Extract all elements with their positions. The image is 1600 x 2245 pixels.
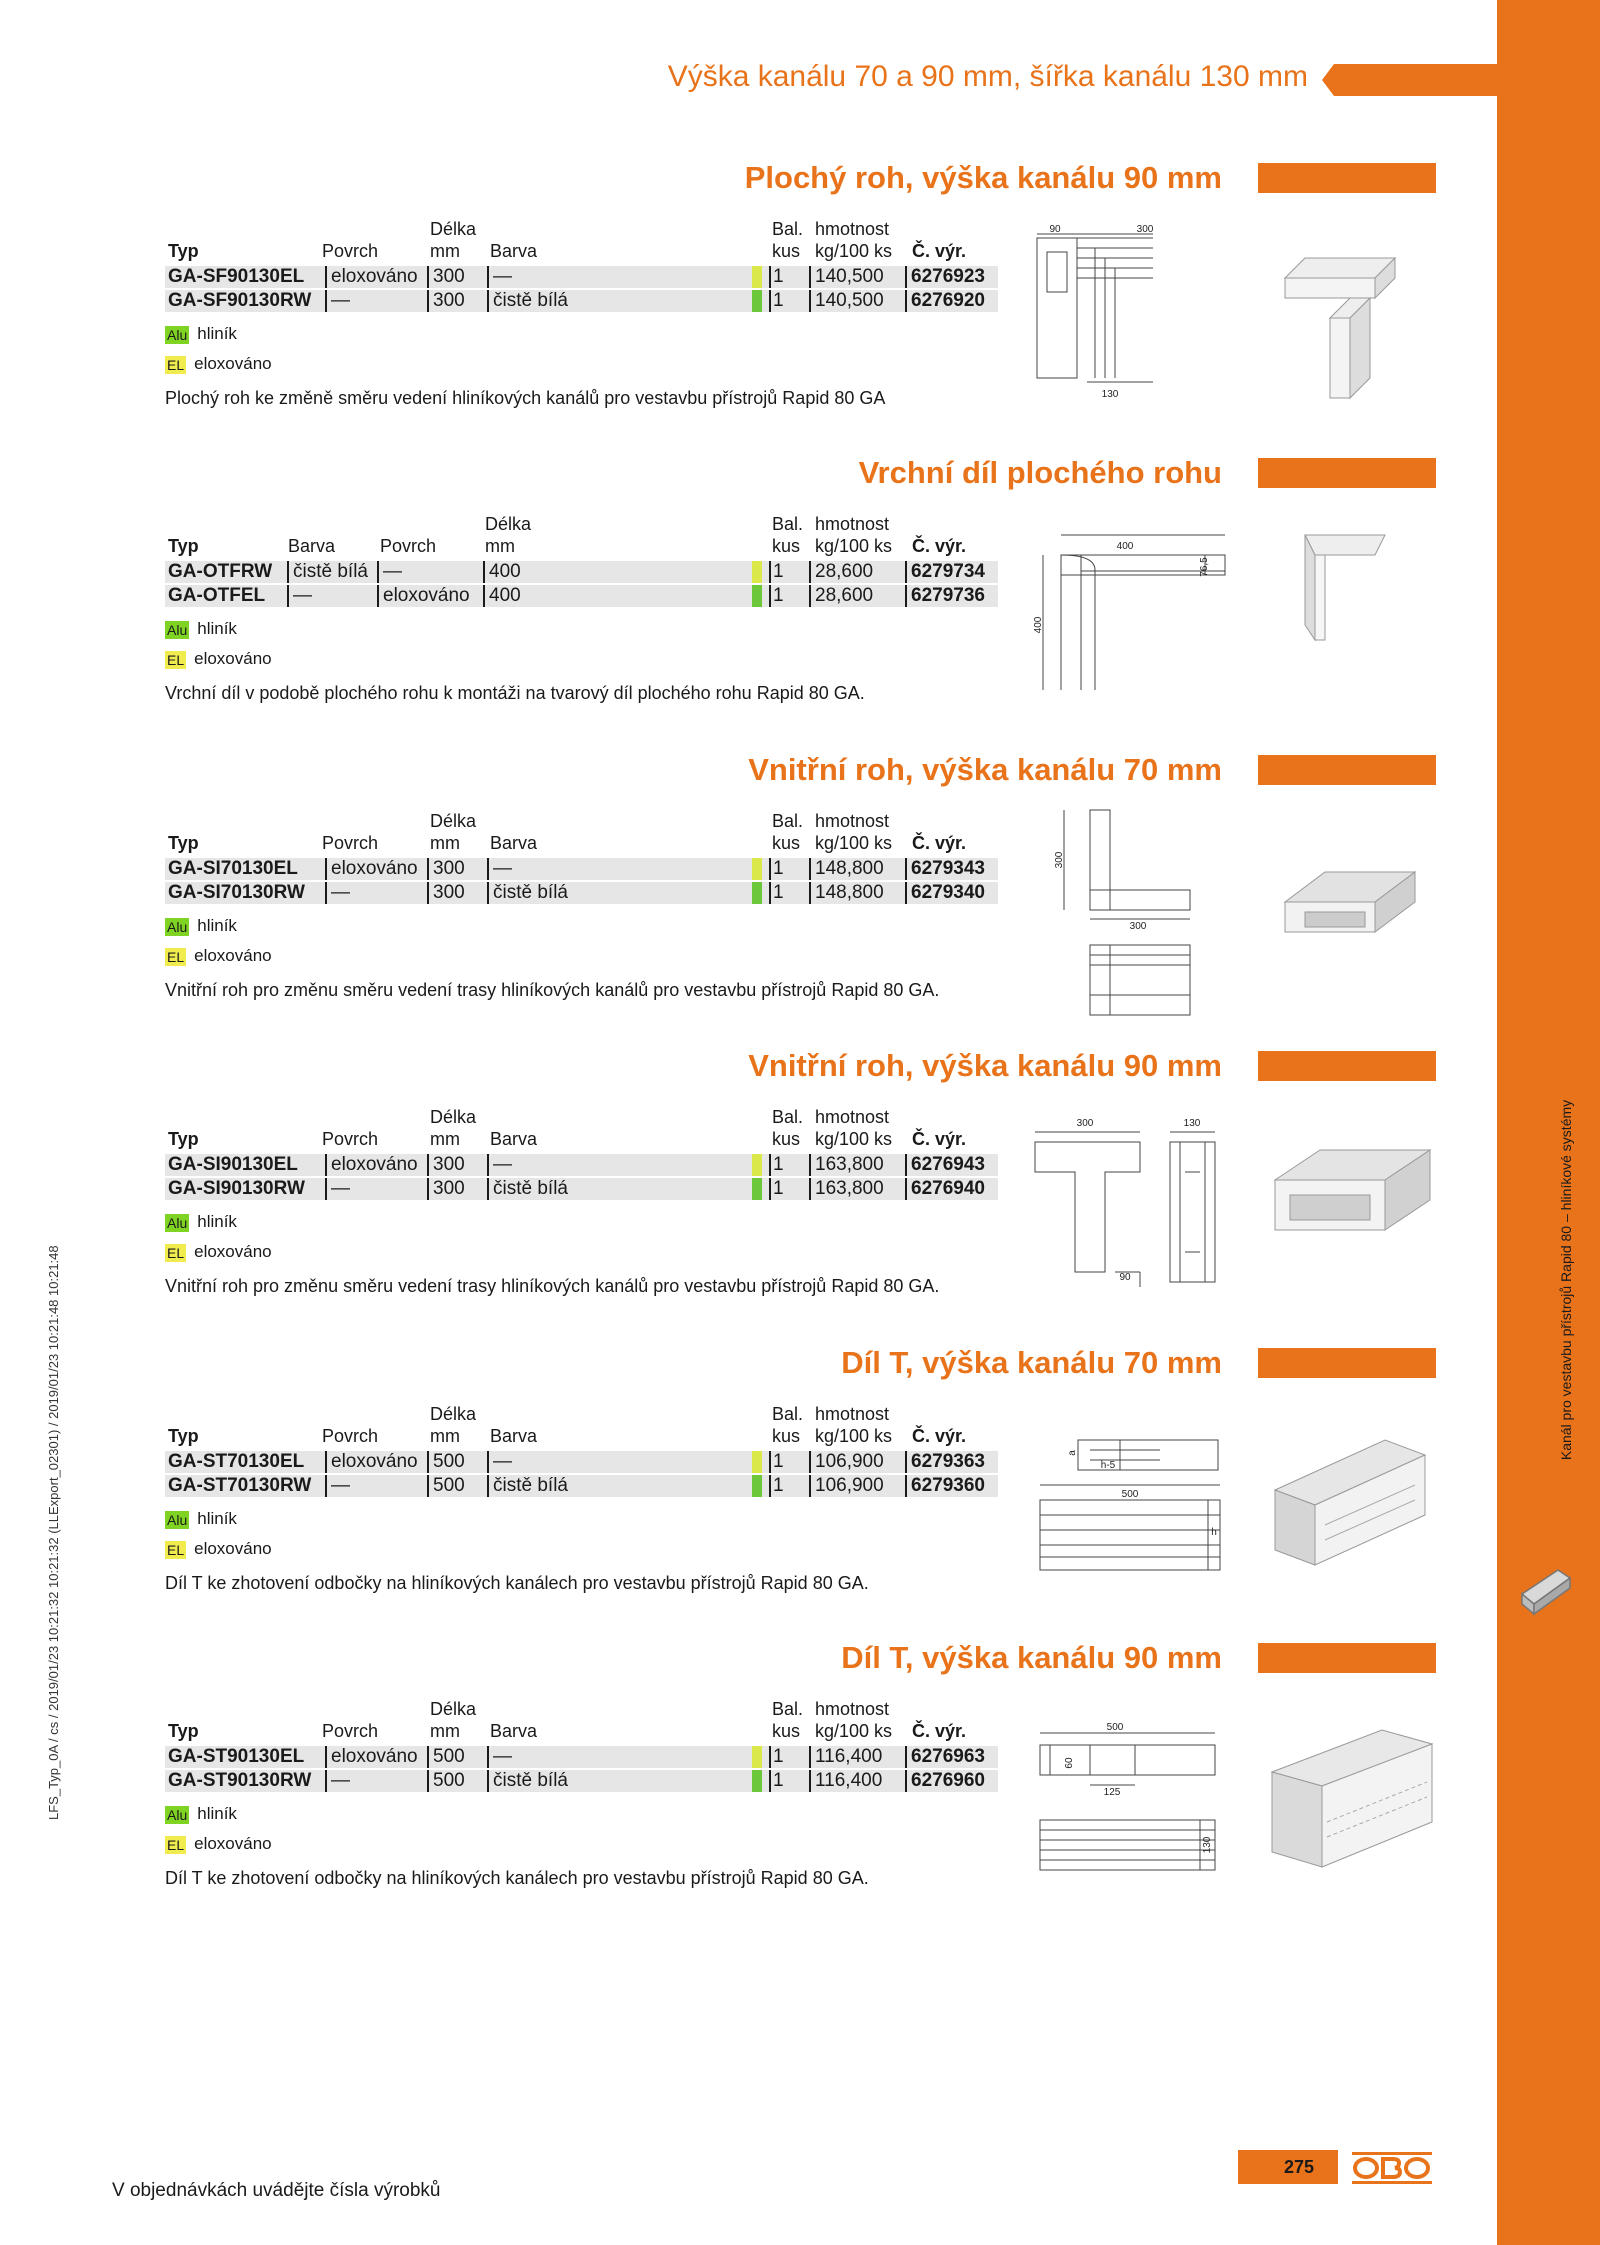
- header-pack-top: Bal.: [772, 514, 804, 534]
- header-pack-top: Bal.: [772, 219, 804, 239]
- legend-el: [165, 1539, 272, 1559]
- header-col3: Barva: [490, 241, 538, 261]
- dimension-label: 125: [1103, 1787, 1121, 1798]
- cell-typ: GA-SF90130RW: [168, 290, 312, 311]
- dimension-label: 90: [1049, 224, 1061, 235]
- cell-weight: 28,600: [809, 585, 873, 607]
- section-title: Vnitřní roh, výška kanálu 90 mm: [748, 1048, 1222, 1083]
- cell-article-no: 6279736: [905, 585, 985, 607]
- header-weight-top: hmotnost: [815, 1404, 890, 1424]
- cell-c2: 300: [427, 882, 465, 904]
- header-weight-top: hmotnost: [815, 811, 890, 831]
- header-col3: Barva: [490, 1129, 538, 1149]
- header-article-no: Č. výr.: [912, 1721, 967, 1741]
- header-type: Typ: [168, 833, 199, 853]
- cell-c1: eloxováno: [325, 266, 418, 288]
- alu-badge: Alu: [167, 1806, 188, 1823]
- header-pack: kus: [772, 241, 801, 261]
- header-type: Typ: [168, 1129, 199, 1149]
- dimension-label: 300: [1076, 1118, 1094, 1129]
- cell-c3: —: [487, 1451, 512, 1473]
- cell-weight: 148,800: [809, 858, 884, 880]
- cell-c3: —: [487, 858, 512, 880]
- header-col2: mm: [430, 833, 460, 853]
- cell-article-no: 6276940: [905, 1178, 985, 1200]
- section-title: Díl T, výška kanálu 90 mm: [841, 1640, 1222, 1675]
- cell-c2: 500: [427, 1770, 465, 1792]
- header-length-top: Délka: [485, 514, 532, 534]
- cell-c2: 300: [427, 290, 465, 312]
- dimension-label: 300: [1129, 921, 1147, 932]
- cell-c2: 300: [427, 1178, 465, 1200]
- section-title: Vnitřní roh, výška kanálu 70 mm: [748, 752, 1222, 787]
- cell-c1: —: [325, 1178, 350, 1200]
- section-title: Vrchní díl plochého rohu: [858, 455, 1222, 490]
- table-row: [165, 858, 998, 880]
- cell-typ: GA-ST90130EL: [168, 1746, 305, 1767]
- legend-alu: [165, 916, 237, 936]
- cell-c1: eloxováno: [325, 1746, 418, 1768]
- header-weight-top: hmotnost: [815, 514, 890, 534]
- header-type: Typ: [168, 536, 199, 556]
- el-badge: EL: [167, 1541, 185, 1558]
- cell-pack: 1: [769, 1475, 784, 1497]
- header-col3: mm: [485, 536, 515, 556]
- alu-badge: Alu: [167, 1511, 188, 1528]
- cell-pack: 1: [769, 561, 784, 583]
- header-type: Typ: [168, 1721, 199, 1741]
- title-arrow: [1322, 64, 1334, 96]
- cell-c3: čistě bílá: [487, 1178, 568, 1200]
- alu-badge: Alu: [167, 326, 188, 343]
- section-description: Díl T ke zhotovení odbočky na hliníkových kanálech pro vestavbu přístrojů Rapid 80 GA.: [165, 1868, 869, 1888]
- header-article-no: Č. výr.: [912, 536, 967, 556]
- material-marker: [752, 585, 762, 607]
- el-text: eloxováno: [194, 1539, 272, 1558]
- header-article-no: Č. výr.: [912, 833, 967, 853]
- cell-c2: 300: [427, 266, 465, 288]
- material-marker: [752, 858, 762, 880]
- side-chapter-text: Kanál pro vestavbu přístrojů Rapid 80 – hliníkové systémy: [1558, 1099, 1574, 1461]
- header-article-no: Č. výr.: [912, 1426, 967, 1446]
- material-marker: [752, 1154, 762, 1176]
- legend-alu: [165, 619, 237, 639]
- el-text: eloxováno: [194, 946, 272, 965]
- legend-el: [165, 1834, 272, 1854]
- legend-alu: [165, 1509, 237, 1529]
- cell-pack: 1: [769, 858, 784, 880]
- cell-weight: 140,500: [809, 266, 884, 288]
- section-title-bar: [1258, 1051, 1436, 1081]
- obo-logo: [1352, 2150, 1432, 2186]
- alu-badge: Alu: [167, 1214, 188, 1231]
- legend-el: [165, 649, 272, 669]
- cell-typ: GA-SI70130RW: [168, 882, 305, 903]
- el-text: eloxováno: [194, 649, 272, 668]
- dimension-label: 130: [1101, 389, 1119, 400]
- cell-weight: 163,800: [809, 1178, 884, 1200]
- el-badge: EL: [167, 948, 185, 965]
- cell-pack: 1: [769, 1451, 784, 1473]
- cell-c3: čistě bílá: [487, 882, 568, 904]
- cell-article-no: 6279734: [905, 561, 985, 583]
- cell-typ: GA-OTFEL: [168, 585, 266, 606]
- header-pack: kus: [772, 1721, 801, 1741]
- header-weight: kg/100 ks: [815, 1721, 893, 1741]
- el-text: eloxováno: [194, 354, 272, 373]
- cell-weight: 140,500: [809, 290, 884, 312]
- header-col1: Barva: [288, 536, 336, 556]
- inner-corner-90-drawing: [1030, 1112, 1225, 1297]
- flat-corner-top-drawing: [1035, 525, 1235, 700]
- material-marker: [752, 561, 762, 583]
- dimension-label: 500: [1106, 1722, 1124, 1733]
- cell-article-no: 6279340: [905, 882, 985, 904]
- cell-c3: —: [487, 1154, 512, 1176]
- cell-c3: —: [487, 1746, 512, 1768]
- cell-c1: eloxováno: [325, 858, 418, 880]
- cell-typ: GA-ST70130EL: [168, 1451, 305, 1472]
- material-marker: [752, 1770, 762, 1792]
- table-row: [165, 290, 998, 312]
- dimension-label: h: [1211, 1527, 1217, 1538]
- header-weight: kg/100 ks: [815, 241, 893, 261]
- alu-text: hliník: [197, 916, 237, 935]
- table-row: [165, 1770, 998, 1792]
- cell-pack: 1: [769, 882, 784, 904]
- header-length-top: Délka: [430, 219, 477, 239]
- tee-70-drawing: [1030, 1425, 1220, 1580]
- header-pack: kus: [772, 833, 801, 853]
- cell-pack: 1: [769, 266, 784, 288]
- alu-text: hliník: [197, 1212, 237, 1231]
- section-description: Díl T ke zhotovení odbočky na hliníkových kanálech pro vestavbu přístrojů Rapid 80 GA.: [165, 1573, 869, 1593]
- header-col1: Povrch: [322, 833, 379, 853]
- material-marker: [752, 266, 762, 288]
- material-marker: [752, 882, 762, 904]
- dimension-label: h-5: [1100, 1460, 1116, 1471]
- tee-90-drawing: [1030, 1722, 1220, 1880]
- cell-typ: GA-ST90130RW: [168, 1770, 312, 1791]
- section-title-bar: [1258, 1348, 1436, 1378]
- section-description: Vnitřní roh pro změnu směru vedení trasy hliníkových kanálů pro vestavbu přístrojů Rapid 80 GA.: [165, 1276, 940, 1296]
- dimension-label: 130: [1202, 1836, 1213, 1854]
- cell-pack: 1: [769, 1154, 784, 1176]
- cell-c1: —: [325, 882, 350, 904]
- cell-pack: 1: [769, 1770, 784, 1792]
- header-col1: Povrch: [322, 1721, 379, 1741]
- section-title-bar: [1258, 163, 1436, 193]
- header-weight-top: hmotnost: [815, 1699, 890, 1719]
- inner-corner-70-photo: [1275, 862, 1425, 945]
- cell-article-no: 6276963: [905, 1746, 985, 1768]
- cell-article-no: 6276923: [905, 266, 985, 288]
- tee-70-photo: [1265, 1430, 1435, 1580]
- section-description: Vnitřní roh pro změnu směru vedení trasy hliníkových kanálů pro vestavbu přístrojů Rapid 80 GA.: [165, 980, 940, 1000]
- header-col2: mm: [430, 241, 460, 261]
- dimension-label: 76,5: [1199, 557, 1210, 577]
- alu-text: hliník: [197, 1804, 237, 1823]
- side-tab: [1497, 0, 1600, 2245]
- cell-article-no: 6276920: [905, 290, 985, 312]
- inner-corner-70-drawing: [1050, 805, 1200, 1025]
- title-bar: [1334, 64, 1497, 96]
- cell-typ: GA-SI90130EL: [168, 1154, 298, 1175]
- section-title: Plochý roh, výška kanálu 90 mm: [744, 160, 1222, 195]
- dimension-label: 400: [1033, 616, 1044, 634]
- cell-article-no: 6276943: [905, 1154, 985, 1176]
- header-article-no: Č. výr.: [912, 1129, 967, 1149]
- dimension-label: 90: [1119, 1272, 1131, 1283]
- header-pack: kus: [772, 1129, 801, 1149]
- cell-article-no: 6279343: [905, 858, 985, 880]
- cell-typ: GA-ST70130RW: [168, 1475, 312, 1496]
- header-weight: kg/100 ks: [815, 1426, 893, 1446]
- flat-corner-drawing: [1035, 222, 1155, 407]
- header-pack: kus: [772, 536, 801, 556]
- cell-c3: čistě bílá: [487, 1770, 568, 1792]
- table-row: [165, 1746, 998, 1768]
- header-length-top: Délka: [430, 1699, 477, 1719]
- table-row: [165, 882, 998, 904]
- el-badge: EL: [167, 356, 185, 373]
- channel-profile-icon: [1518, 1560, 1574, 1620]
- dimension-label: 300: [1054, 851, 1065, 869]
- cell-typ: GA-SF90130EL: [168, 266, 305, 287]
- table-row: [165, 266, 998, 288]
- header-pack: kus: [772, 1426, 801, 1446]
- cell-article-no: 6279360: [905, 1475, 985, 1497]
- cell-weight: 116,400: [809, 1746, 882, 1768]
- el-badge: EL: [167, 1244, 185, 1261]
- cell-pack: 1: [769, 290, 784, 312]
- tee-90-photo: [1262, 1722, 1437, 1877]
- material-marker: [752, 290, 762, 312]
- cell-c1: —: [325, 1475, 350, 1497]
- section-description: Plochý roh ke změně směru vedení hliníkových kanálů pro vestavbu přístrojů Rapid 80 GA: [165, 388, 886, 408]
- section-title-bar: [1258, 755, 1436, 785]
- header-length-top: Délka: [430, 811, 477, 831]
- cell-c1: —: [325, 1770, 350, 1792]
- table-row: [165, 1475, 998, 1497]
- header-type: Typ: [168, 1426, 199, 1446]
- flat-corner-photo: [1275, 248, 1405, 408]
- alu-text: hliník: [197, 619, 237, 638]
- dimension-label: 300: [1136, 224, 1154, 235]
- material-marker: [752, 1178, 762, 1200]
- cell-weight: 116,400: [809, 1770, 882, 1792]
- cell-typ: GA-SI90130RW: [168, 1178, 305, 1199]
- cell-c2: —: [377, 561, 402, 583]
- header-weight: kg/100 ks: [815, 536, 893, 556]
- legend-el: [165, 1242, 272, 1262]
- header-pack-top: Bal.: [772, 1404, 804, 1424]
- cell-c2: 500: [427, 1475, 465, 1497]
- table-row: [165, 1154, 998, 1176]
- cell-typ: GA-OTFRW: [168, 561, 273, 582]
- el-text: eloxováno: [194, 1242, 272, 1261]
- flat-corner-top-photo: [1295, 525, 1395, 650]
- cell-c3: —: [487, 266, 512, 288]
- page-number-box: [1238, 2150, 1338, 2184]
- cell-c2: 300: [427, 1154, 465, 1176]
- dimension-label: a: [1067, 1450, 1078, 1456]
- header-article-no: Č. výr.: [912, 241, 967, 261]
- alu-badge: Alu: [167, 621, 188, 638]
- material-marker: [752, 1746, 762, 1768]
- alu-badge: Alu: [167, 918, 188, 935]
- cell-c2: 500: [427, 1451, 465, 1473]
- table-row: [165, 1178, 998, 1200]
- dimension-label: 130: [1183, 1118, 1201, 1129]
- header-col1: Povrch: [322, 241, 379, 261]
- section-title-bar: [1258, 1643, 1436, 1673]
- cell-c3: 400: [483, 561, 521, 583]
- section-title-bar: [1258, 458, 1436, 488]
- footer-note: V objednávkách uvádějte čísla výrobků: [112, 2180, 441, 2201]
- cell-c2: 500: [427, 1746, 465, 1768]
- cell-c2: eloxováno: [377, 585, 470, 607]
- inner-corner-90-photo: [1265, 1140, 1435, 1245]
- el-badge: EL: [167, 1836, 185, 1853]
- page-title: Výška kanálu 70 a 90 mm, šířka kanálu 130 mm: [667, 60, 1308, 93]
- header-col3: Barva: [490, 1721, 538, 1741]
- cell-c1: eloxováno: [325, 1154, 418, 1176]
- table-row: [165, 561, 998, 583]
- cell-pack: 1: [769, 1178, 784, 1200]
- cell-typ: GA-SI70130EL: [168, 858, 298, 879]
- cell-weight: 106,900: [809, 1451, 884, 1473]
- header-weight-top: hmotnost: [815, 219, 890, 239]
- table-row: [165, 1451, 998, 1473]
- header-col3: Barva: [490, 1426, 538, 1446]
- cell-c3: čistě bílá: [487, 290, 568, 312]
- header-length-top: Délka: [430, 1404, 477, 1424]
- header-col1: Povrch: [322, 1426, 379, 1446]
- cell-weight: 28,600: [809, 561, 873, 583]
- header-weight-top: hmotnost: [815, 1107, 890, 1127]
- cell-c1: eloxováno: [325, 1451, 418, 1473]
- cell-c2: 300: [427, 858, 465, 880]
- cell-pack: 1: [769, 585, 784, 607]
- header-col1: Povrch: [322, 1129, 379, 1149]
- header-length-top: Délka: [430, 1107, 477, 1127]
- table-row: [165, 585, 998, 607]
- cell-weight: 148,800: [809, 882, 884, 904]
- dimension-label: 500: [1121, 1489, 1139, 1500]
- header-col3: Barva: [490, 833, 538, 853]
- legend-alu: [165, 324, 237, 344]
- alu-text: hliník: [197, 1509, 237, 1528]
- print-metadata: LFS_Typ_0A / cs / 2019/01/23 10:21:32 10:21:32 (LLExport_02301) / 2019/01/23 10:21:48 10:21:48: [46, 1245, 61, 1820]
- header-type: Typ: [168, 241, 199, 261]
- cell-c3: čistě bílá: [487, 1475, 568, 1497]
- material-marker: [752, 1475, 762, 1497]
- header-weight: kg/100 ks: [815, 833, 893, 853]
- dimension-label: 60: [1064, 1757, 1075, 1769]
- cell-article-no: 6279363: [905, 1451, 985, 1473]
- cell-c1: —: [287, 585, 312, 607]
- cell-c3: 400: [483, 585, 521, 607]
- el-text: eloxováno: [194, 1834, 272, 1853]
- legend-el: [165, 946, 272, 966]
- legend-alu: [165, 1212, 237, 1232]
- cell-weight: 163,800: [809, 1154, 884, 1176]
- page-number: 275: [1283, 2157, 1314, 2177]
- section-description: Vrchní díl v podobě plochého rohu k montáži na tvarový díl plochého rohu Rapid 80 GA.: [165, 683, 865, 703]
- header-pack-top: Bal.: [772, 1699, 804, 1719]
- legend-el: [165, 354, 272, 374]
- header-weight: kg/100 ks: [815, 1129, 893, 1149]
- cell-weight: 106,900: [809, 1475, 884, 1497]
- dimension-label: 400: [1116, 541, 1134, 552]
- header-col2: mm: [430, 1129, 460, 1149]
- cell-pack: 1: [769, 1746, 784, 1768]
- header-pack-top: Bal.: [772, 1107, 804, 1127]
- legend-alu: [165, 1804, 237, 1824]
- cell-article-no: 6276960: [905, 1770, 985, 1792]
- header-col2: mm: [430, 1721, 460, 1741]
- el-badge: EL: [167, 651, 185, 668]
- alu-text: hliník: [197, 324, 237, 343]
- cell-c1: —: [325, 290, 350, 312]
- header-col2: Povrch: [380, 536, 437, 556]
- section-title: Díl T, výška kanálu 70 mm: [841, 1345, 1222, 1380]
- header-pack-top: Bal.: [772, 811, 804, 831]
- material-marker: [752, 1451, 762, 1473]
- header-col2: mm: [430, 1426, 460, 1446]
- cell-c1: čistě bílá: [287, 561, 368, 583]
